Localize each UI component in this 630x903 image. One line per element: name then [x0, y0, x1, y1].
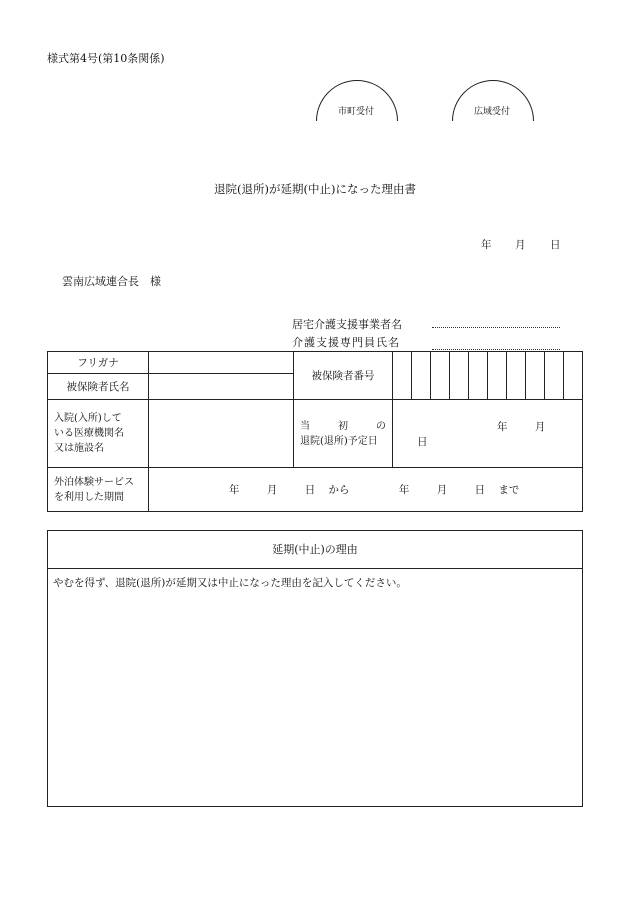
initial-discharge-label	[294, 400, 393, 468]
addressee: 雲南広域連合長 様	[62, 275, 161, 288]
business-name-label: 居宅介護支援事業者名	[292, 318, 402, 331]
insured-number-digit[interactable]	[544, 352, 563, 400]
insured-number-digit[interactable]	[430, 352, 449, 400]
regional-stamp-frame	[452, 80, 534, 162]
facility-label-line: 又は施設名	[54, 443, 104, 454]
insured-number-digit[interactable]	[525, 352, 544, 400]
insured-number-digit[interactable]	[449, 352, 468, 400]
period-from: から	[328, 484, 350, 496]
manager-name-label: 介護支援専門員氏名	[292, 336, 400, 349]
initial-date-field[interactable]	[393, 400, 583, 468]
initial-label-line2: 退院(退所)予定日	[300, 435, 378, 447]
initial-label-char: 当	[300, 420, 310, 432]
period-to-day: 日	[474, 484, 486, 496]
submit-year: 年	[481, 239, 492, 251]
furigana-label: フリガナ	[48, 352, 149, 374]
document-title: 退院(退所)が延期(中止)になった理由書	[214, 182, 416, 196]
furigana-field[interactable]	[149, 352, 294, 374]
insured-number-digit[interactable]	[487, 352, 506, 400]
city-stamp-label: 市町受付	[337, 107, 374, 117]
insured-name-label: 被保険者氏名	[48, 374, 149, 400]
submit-day: 日	[550, 239, 561, 251]
reason-instruction[interactable]: やむを得ず、退院(退所)が延期又は中止になった理由を記入してください。	[53, 577, 407, 589]
initial-label-char: の	[376, 420, 386, 432]
period-to-year: 年	[398, 484, 410, 496]
period-from-year: 年	[229, 484, 240, 496]
period-from-month: 月	[266, 484, 278, 496]
insured-number-label: 被保険者番号	[294, 352, 393, 400]
insured-number-digit[interactable]	[468, 352, 487, 400]
period-from-day: 日	[304, 484, 316, 496]
insured-number-digit[interactable]	[506, 352, 525, 400]
initial-year: 年	[497, 420, 508, 433]
overnight-label-line: 外泊体験サービス	[54, 476, 134, 488]
initial-month: 月	[534, 420, 546, 433]
info-table	[47, 351, 583, 512]
initial-label-char: 初	[338, 420, 348, 432]
facility-label-line: 入院(入所)して	[54, 413, 122, 424]
business-name-line[interactable]	[432, 326, 560, 328]
overnight-label-line: を利用した期間	[54, 491, 124, 503]
submit-month: 月	[515, 239, 526, 251]
overnight-label	[48, 468, 149, 512]
facility-label-line: いる医療機関名	[54, 428, 124, 439]
insured-number-digit[interactable]	[411, 352, 430, 400]
period-to-month: 月	[436, 484, 448, 496]
regional-stamp-label: 広域受付	[473, 107, 510, 117]
insured-number-digit[interactable]	[563, 352, 582, 400]
reason-box	[47, 530, 583, 807]
reason-header: 延期(中止)の理由	[48, 531, 582, 569]
form-id: 様式第4号(第10条関係)	[47, 52, 165, 65]
insured-number-digit[interactable]	[393, 352, 412, 400]
manager-name-line[interactable]	[432, 348, 560, 350]
city-stamp-frame	[316, 80, 398, 162]
initial-day: 日	[417, 435, 428, 448]
facility-field[interactable]	[149, 400, 294, 468]
insured-name-field[interactable]	[149, 374, 294, 400]
overnight-period-field[interactable]	[149, 468, 583, 512]
facility-label	[48, 400, 149, 468]
period-to: まで	[498, 484, 520, 496]
